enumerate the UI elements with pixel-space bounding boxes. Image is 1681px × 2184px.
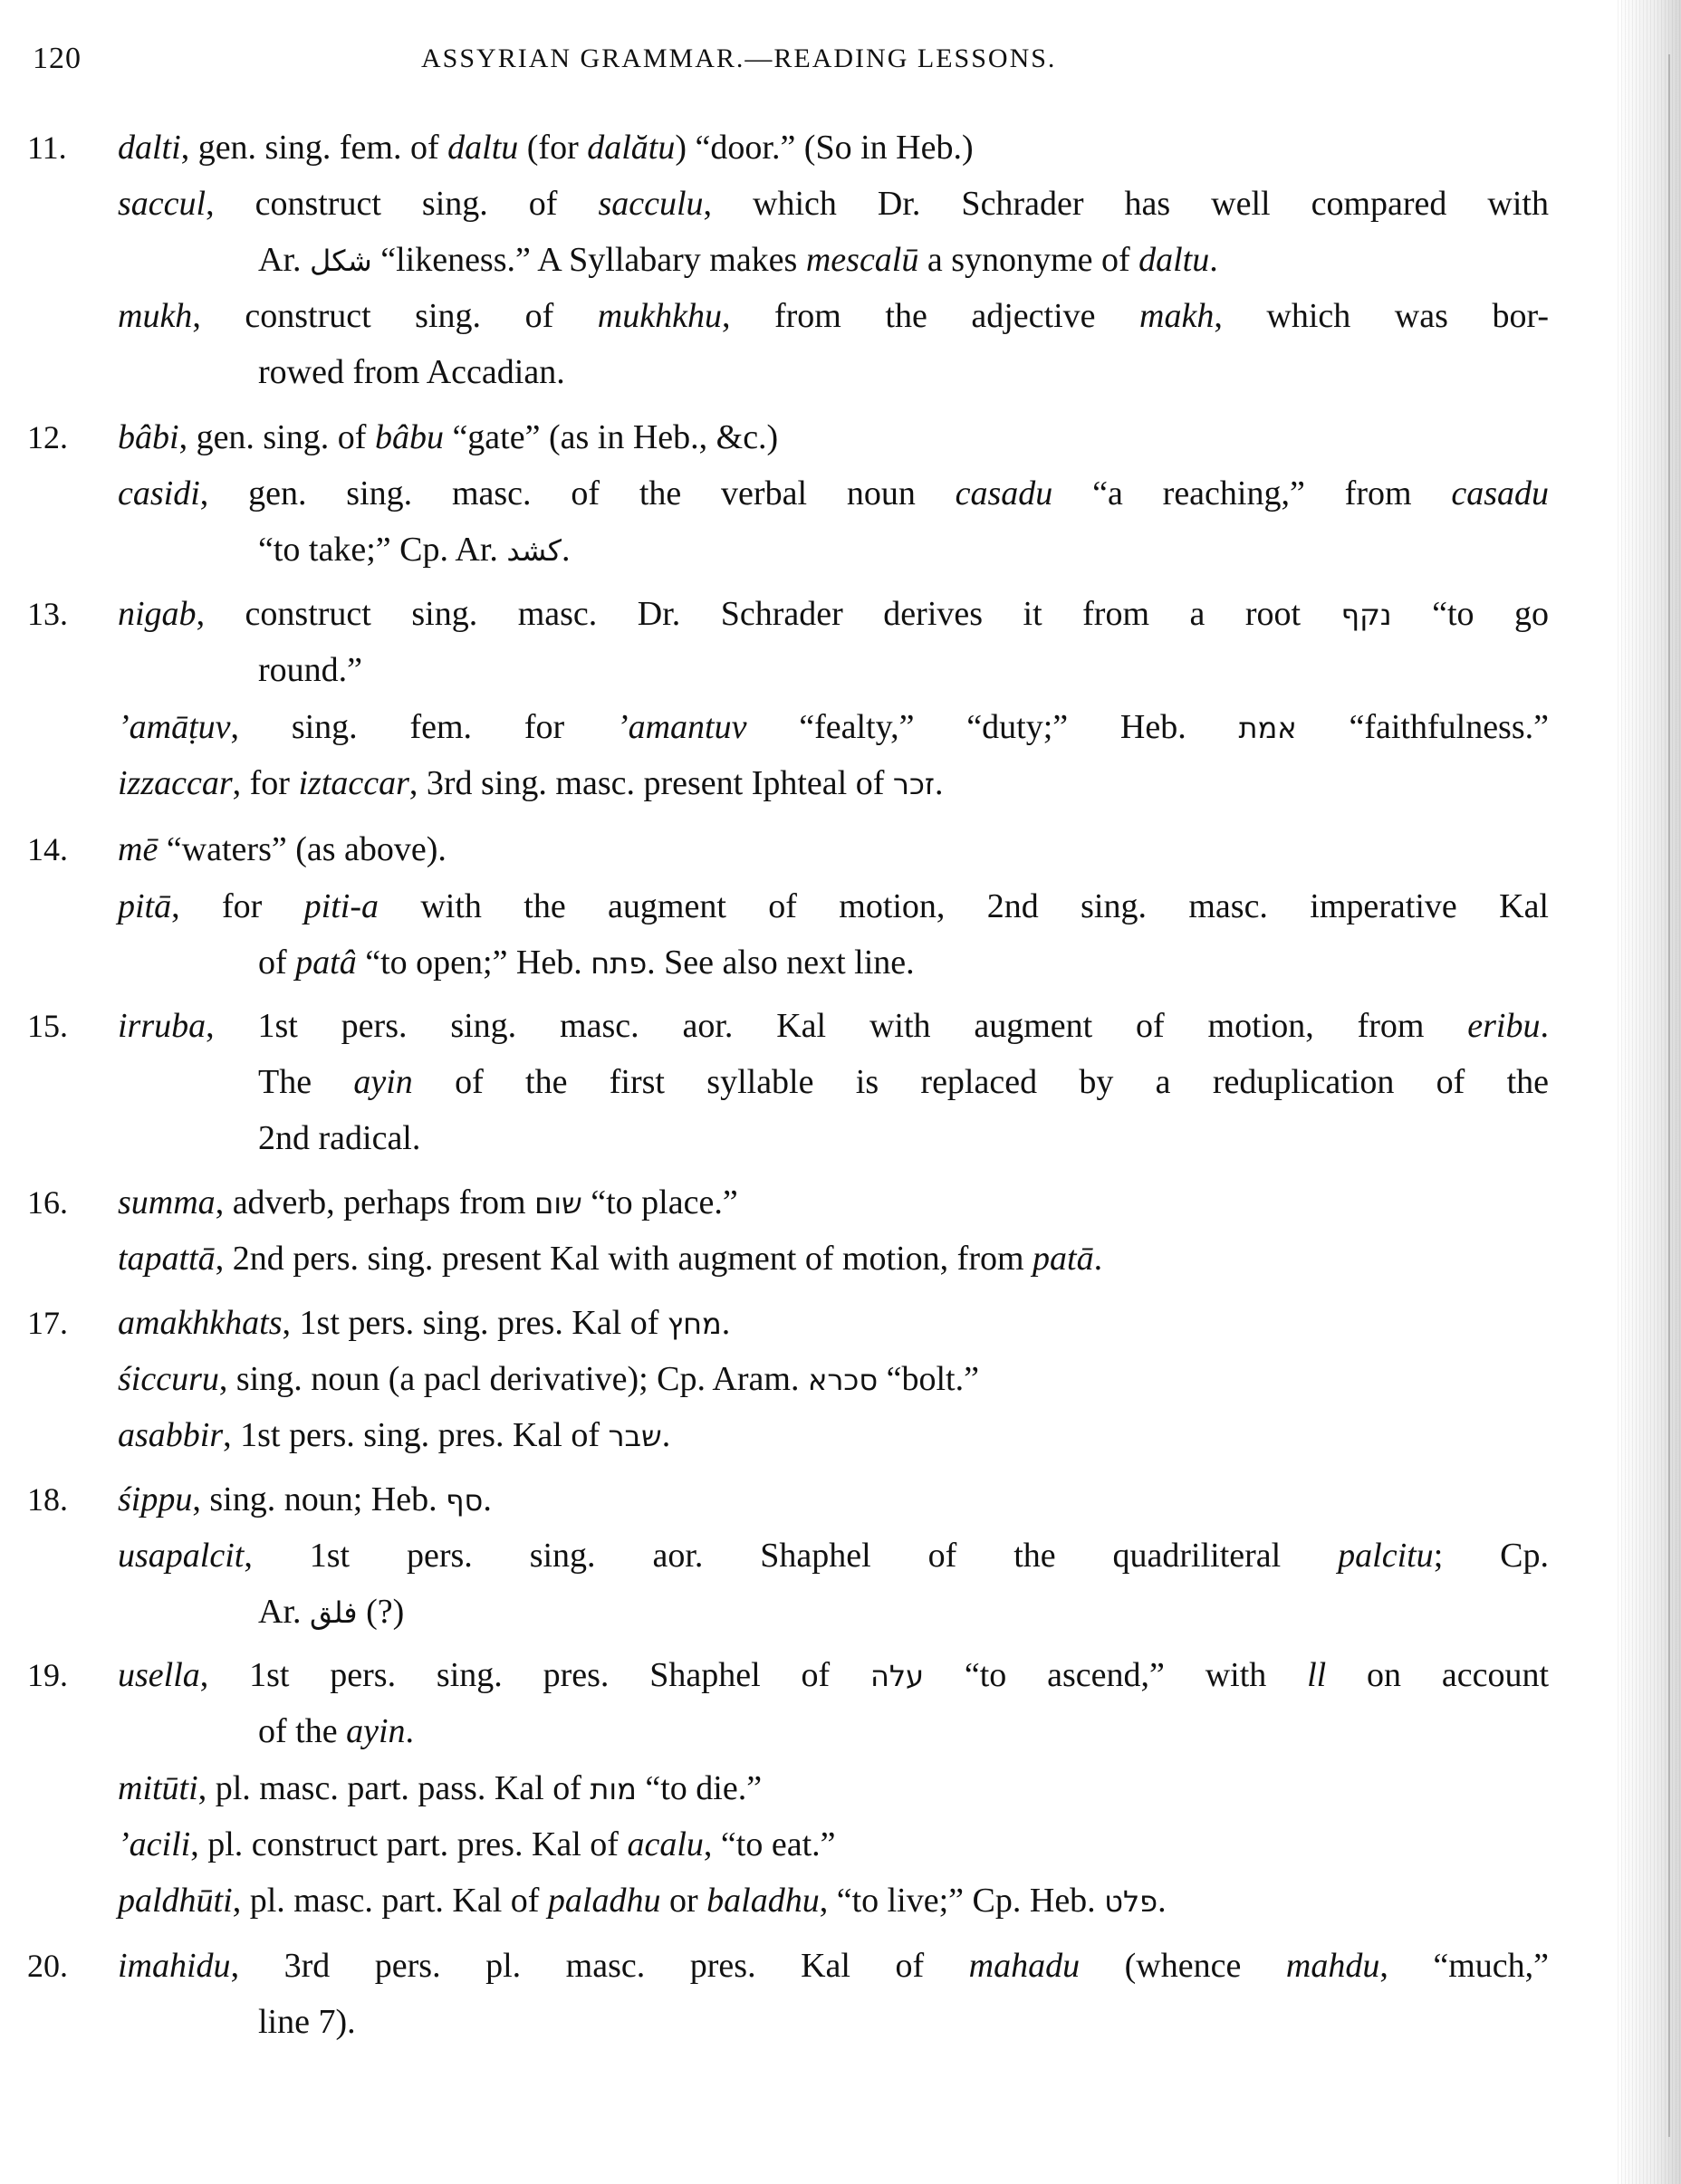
gloss-text: , gen. sing. masc. of the verbal noun (199, 474, 956, 512)
entry-line (118, 1945, 1549, 1987)
gloss-text: , 1st pers. sing. pres. Kal of (223, 1416, 609, 1454)
gloss-text: “faithfulness.” (1296, 708, 1549, 746)
gloss-text: , construct sing. of (206, 185, 599, 223)
gloss-text: line 7). (258, 2003, 356, 2041)
gloss-text: 2nd radical. (258, 1119, 421, 1157)
headword-italic: ayin (353, 1063, 413, 1101)
gloss-text: , 3rd pers. pl. masc. pres. Kal of (230, 1947, 969, 1985)
entry-line (258, 1117, 420, 1159)
headword-italic: acalu (627, 1825, 704, 1863)
entry-line (118, 1358, 979, 1401)
entry-number: 13. (27, 596, 68, 632)
entry-number: 16. (27, 1184, 68, 1221)
headword-italic: ’amantuv (616, 708, 747, 746)
headword-italic: baladhu (706, 1882, 820, 1920)
headword-italic: sacculu (598, 185, 704, 223)
entry-line (118, 1535, 1549, 1576)
gloss-text: , pl. masc. part. pass. Kal of (197, 1769, 591, 1807)
foreign-script-word: פלט (1104, 1884, 1158, 1919)
entry-line (258, 239, 1218, 282)
gloss-text: . (1093, 1240, 1103, 1278)
entry-line (118, 593, 1549, 636)
gloss-text: , “to live;” Cp. Heb. (819, 1882, 1105, 1920)
gloss-text: , which was bor- (1214, 297, 1549, 335)
headword-italic: paldhūti (118, 1882, 233, 1920)
foreign-script-word: מות (590, 1772, 637, 1806)
gloss-text: of the first syllable is replaced by a reduplication of the (412, 1063, 1549, 1101)
gloss-text: ; Cp. (1433, 1537, 1550, 1575)
gloss-text: of (258, 944, 296, 982)
headword-italic: patā (1033, 1240, 1094, 1278)
headword-italic: nigab (118, 595, 197, 633)
gloss-text: with the augment of motion, 2nd sing. masc. imperative Kal (378, 887, 1549, 925)
gloss-text: , 1st pers. sing. pres. Kal of (282, 1304, 668, 1342)
headword-italic: usapalcit (118, 1537, 245, 1575)
gloss-text: “bolt.” (878, 1360, 979, 1398)
entry-line (258, 529, 570, 571)
entry-number: 11. (27, 129, 67, 166)
gloss-text: , pl. construct part. pres. Kal of (190, 1825, 628, 1863)
gloss-text: “to ascend,” with (924, 1656, 1308, 1694)
gloss-text: on account (1326, 1656, 1550, 1694)
entry-line (118, 1238, 1102, 1279)
headword-italic: iztaccar (298, 764, 409, 802)
headword-italic: amakhkhats (118, 1304, 283, 1342)
headword-italic: palcitu (1338, 1537, 1434, 1575)
headword-italic: mescalū (805, 241, 919, 279)
gloss-text: , 3rd sing. masc. present Iphteal of (408, 764, 893, 802)
headword-italic: mukhkhu (597, 297, 722, 335)
headword-italic: daltu (1138, 241, 1210, 279)
gloss-text: , adverb, perhaps from (215, 1183, 535, 1221)
gloss-text: . (1209, 241, 1218, 279)
entry-line (258, 1591, 404, 1633)
gloss-text: , construct sing. of (192, 297, 598, 335)
entry-number: 17. (27, 1305, 68, 1341)
gloss-text: , 1st pers. sing. pres. Shaphel of (199, 1656, 870, 1694)
headword-italic: casadu (955, 474, 1053, 512)
page-edge-shadow (1618, 0, 1681, 2184)
gloss-text: “a reaching,” from (1052, 474, 1452, 512)
entry-number: 19. (27, 1657, 68, 1693)
entry-number: 20. (27, 1948, 68, 1984)
gloss-text: “to die.” (636, 1769, 763, 1807)
foreign-script-word: זכר (892, 767, 935, 801)
gloss-text: . (661, 1416, 671, 1454)
headword-italic: dalti (118, 129, 181, 167)
gloss-text: , 1st pers. sing. masc. aor. Kal with augment of motion, from (206, 1007, 1468, 1045)
headword-italic: ayin (346, 1712, 406, 1750)
headword-italic: eribu (1467, 1007, 1541, 1045)
gloss-text: . (561, 531, 571, 569)
gloss-text: , gen. sing. of (178, 418, 375, 456)
headword-italic: imahidu (118, 1947, 231, 1985)
gloss-text: “fealty,” “duty;” Heb. (746, 708, 1239, 746)
gloss-text: , pl. masc. part. Kal of (232, 1882, 548, 1920)
running-header (0, 36, 1630, 81)
entry-line (118, 829, 447, 870)
gloss-text: , which Dr. Schrader has well compared with (703, 185, 1549, 223)
headword-italic: paladhu (547, 1882, 661, 1920)
gloss-text: . (934, 764, 944, 802)
gloss-text: The (258, 1063, 354, 1101)
entry-line (118, 1479, 492, 1521)
gloss-text: , construct sing. masc. Dr. Schrader derives it from a root (196, 595, 1341, 633)
entry-line (118, 417, 778, 458)
foreign-script-word: סף (446, 1483, 484, 1518)
gloss-text: . (1540, 1007, 1549, 1045)
entry-line (118, 706, 1549, 749)
gloss-text: (?) (357, 1593, 405, 1631)
entry-number: 18. (27, 1481, 68, 1518)
headword-italic: ’amāṭuv (118, 708, 231, 746)
headword-italic: mitūti (118, 1769, 198, 1807)
foreign-script-word: فلق (310, 1595, 358, 1630)
gloss-text: . (721, 1304, 731, 1342)
page-number: 120 (33, 42, 82, 75)
entry-line (258, 649, 362, 691)
headword-italic: bâbu (374, 418, 444, 456)
foreign-script-word: שבר (608, 1419, 662, 1453)
headword-italic: mahadu (968, 1947, 1081, 1985)
gloss-text: Ar. (258, 241, 310, 279)
entry-line (118, 473, 1549, 514)
foreign-script-word: נקף (1340, 598, 1392, 632)
headword-italic: makh (1139, 297, 1215, 335)
entry-line (118, 886, 1549, 927)
gloss-text: , 1st pers. sing. aor. Shaphel of the quadriliteral (244, 1537, 1339, 1575)
gloss-text: ) “door.” (So in Heb.) (675, 129, 974, 167)
gloss-text: , “much,” (1379, 1947, 1550, 1985)
headword-italic: śiccuru (118, 1360, 219, 1398)
entry-line (118, 1767, 762, 1810)
gloss-text: . (405, 1712, 415, 1750)
gloss-text: rowed from Accadian. (258, 353, 565, 391)
entry-number: 12. (27, 419, 68, 455)
entry-line (118, 183, 1549, 225)
gloss-text: “to open;” Heb. (356, 944, 591, 982)
headword-italic: daltu (447, 129, 519, 167)
entry-line (118, 1654, 1549, 1697)
gloss-text: , sing. noun (a pacl derivative); Cp. Aram. (218, 1360, 808, 1398)
headword-italic: ’acili (118, 1825, 191, 1863)
headword-italic: pitā (118, 887, 172, 925)
headword-italic: bâbi (118, 418, 179, 456)
foreign-script-word: שום (534, 1186, 582, 1221)
entry-number: 14. (27, 831, 68, 867)
gloss-text: , “to eat.” (703, 1825, 836, 1863)
headword-italic: mahdu (1285, 1947, 1380, 1985)
foreign-script-word: סכרא (807, 1363, 879, 1397)
gloss-text: , for (232, 764, 299, 802)
headword-italic: casidi (118, 474, 200, 512)
gloss-text: a synonyme of (918, 241, 1139, 279)
gloss-text: , from the adjective (721, 297, 1140, 335)
entry-line (118, 1302, 730, 1345)
headword-italic: irruba (118, 1007, 207, 1045)
gloss-text: (whence (1080, 1947, 1286, 1985)
foreign-script-word: كشد (506, 533, 562, 568)
entry-line (118, 1414, 670, 1457)
foreign-script-word: شكل (310, 244, 372, 278)
gloss-text: round.” (258, 651, 363, 689)
gloss-text: , 2nd pers. sing. present Kal with augment of motion, from (215, 1240, 1033, 1278)
entry-line (118, 1824, 836, 1865)
entry-line (258, 351, 565, 393)
headword-italic: usella (118, 1656, 200, 1694)
headword-italic: dalătu (587, 129, 676, 167)
gloss-text: , sing. noun; Heb. (192, 1480, 447, 1518)
entry-line (118, 1005, 1549, 1047)
foreign-script-word: מחץ (667, 1307, 722, 1341)
gloss-text: “to take;” Cp. Ar. (258, 531, 507, 569)
gloss-text: “to place.” (581, 1183, 738, 1221)
headword-italic: tapattā (118, 1240, 216, 1278)
entry-line (118, 295, 1549, 337)
headword-italic: casadu (1451, 474, 1549, 512)
entry-line (258, 1061, 1549, 1103)
headword-italic: asabbir (118, 1416, 224, 1454)
headword-italic: mukh (118, 297, 193, 335)
headword-italic: mē (118, 830, 158, 868)
gloss-text: “waters” (as above). (158, 830, 447, 868)
foreign-script-word: אמת (1238, 711, 1297, 745)
entry-line (258, 1710, 414, 1752)
gloss-text: . (483, 1480, 492, 1518)
gloss-text: “likeness.” A Syllabary makes (371, 241, 806, 279)
entry-line (118, 1182, 738, 1224)
gloss-text: Ar. (258, 1593, 310, 1631)
gloss-text: , for (171, 887, 304, 925)
headword-italic: śippu (118, 1480, 193, 1518)
headword-italic: ll (1307, 1656, 1327, 1694)
gloss-text: , gen. sing. fem. of (180, 129, 448, 167)
gloss-text: of the (258, 1712, 347, 1750)
headword-italic: saccul (118, 185, 207, 223)
entry-line (258, 942, 915, 984)
entry-line (258, 2001, 356, 2043)
foreign-script-word: פתח (591, 946, 648, 981)
entry-line (118, 1880, 1167, 1922)
headword-italic: patâ (295, 944, 357, 982)
entry-line (118, 127, 974, 168)
gloss-text: . (1157, 1882, 1167, 1920)
running-title: ASSYRIAN GRAMMAR.—READING LESSONS. (421, 43, 1057, 73)
gloss-text: , sing. fem. for (230, 708, 617, 746)
gloss-text: . See also next line. (647, 944, 915, 982)
headword-italic: summa (118, 1183, 216, 1221)
foreign-script-word: עלה (869, 1659, 925, 1693)
entry-number: 15. (27, 1008, 68, 1044)
headword-italic: izzaccar (118, 764, 233, 802)
headword-italic: piti-a (303, 887, 379, 925)
gloss-text: (for (518, 129, 588, 167)
gloss-text: or (660, 1882, 707, 1920)
gloss-text: “to go (1391, 595, 1549, 633)
gloss-text: “gate” (as in Heb., &c.) (443, 418, 779, 456)
binding-line (1668, 54, 1670, 2137)
entry-line (118, 762, 943, 805)
